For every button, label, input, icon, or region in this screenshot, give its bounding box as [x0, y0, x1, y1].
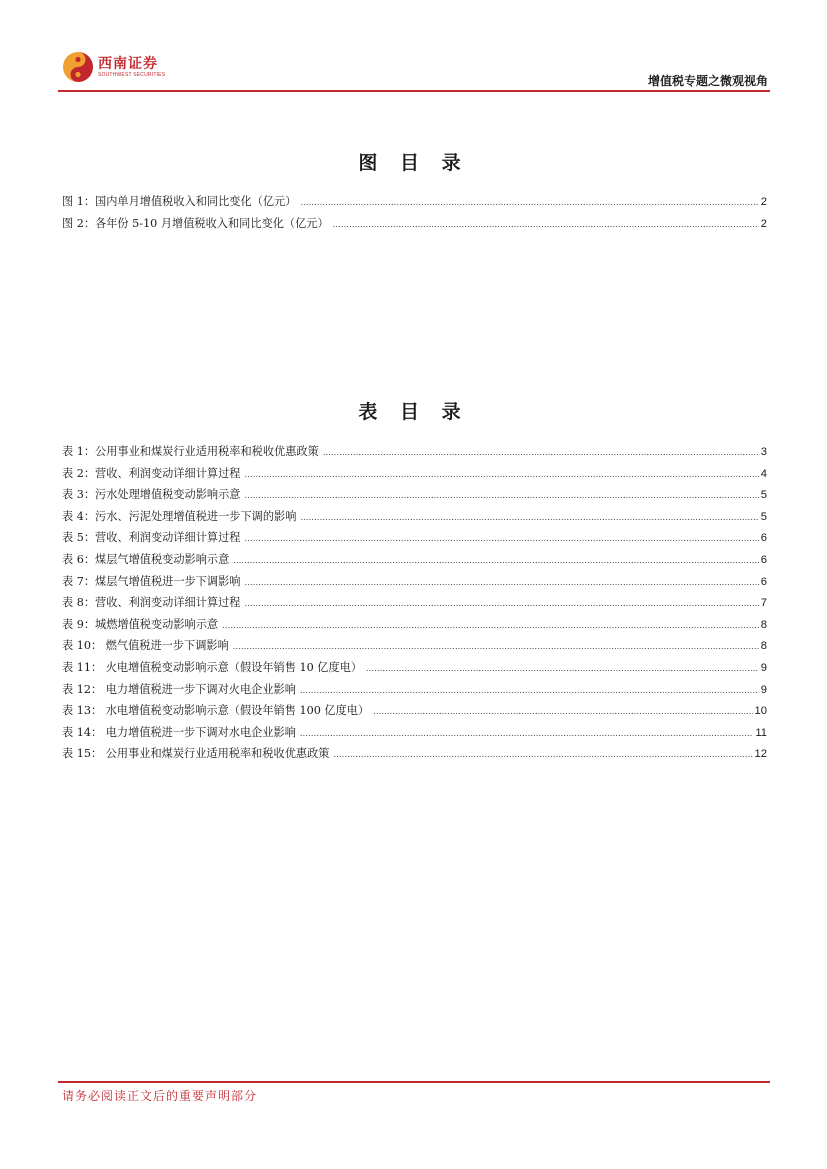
toc-entry-page: 6: [760, 575, 767, 588]
toc-entry-page: 9: [760, 661, 767, 674]
toc-entry-label: 表 15： 公用事业和煤炭行业适用税率和税收优惠政策: [62, 747, 330, 761]
toc-dot-leader: [245, 485, 759, 507]
toc-entry[interactable]: [62, 592, 767, 614]
logo-english-name: SOUTHWEST SECURITIES: [98, 71, 166, 78]
logo-emblem-icon: [62, 51, 94, 83]
company-logo: [62, 50, 165, 84]
toc-entry-label: 表 6：煤层气增值税变动影响示意: [62, 552, 230, 566]
toc-entry-label: 表 1：公用事业和煤炭行业适用税率和税收优惠政策: [62, 445, 319, 458]
toc-dot-leader: [300, 680, 759, 702]
toc-entry-page: 8: [760, 640, 767, 653]
footer-divider: [58, 1081, 770, 1083]
toc-entry-page: 2: [760, 196, 767, 208]
toc-entry-page: 4: [760, 467, 767, 480]
toc-entry[interactable]: [62, 527, 767, 549]
toc-dot-leader: [300, 192, 758, 214]
toc-entry[interactable]: [62, 441, 767, 463]
toc-entry[interactable]: [62, 484, 767, 506]
toc-entry[interactable]: [62, 213, 767, 235]
toc-entry[interactable]: [62, 657, 767, 679]
figures-toc-list: [62, 191, 767, 234]
toc-entry-page: 6: [760, 532, 767, 545]
toc-entry[interactable]: [62, 614, 767, 636]
toc-entry[interactable]: [62, 700, 767, 722]
toc-entry-label: 表 5：营收、利润变动详细计算过程: [62, 531, 241, 545]
toc-entry[interactable]: [62, 679, 767, 701]
toc-dot-leader: [233, 636, 759, 658]
toc-entry-page: 6: [760, 553, 767, 566]
toc-entry-label: 表 13： 水电增值税变动影响示意（假设年销售 100 亿度电）: [62, 704, 370, 718]
toc-entry-page: 9: [760, 683, 767, 696]
toc-dot-leader: [245, 593, 759, 615]
toc-entry-label: 图 1：国内单月增值税收入和同比变化（亿元）: [62, 195, 297, 208]
toc-entry-page: 12: [754, 748, 767, 761]
toc-entry[interactable]: [62, 635, 767, 657]
toc-entry-label: 表 8：营收、利润变动详细计算过程: [62, 596, 241, 610]
toc-dot-leader: [300, 507, 758, 529]
toc-entry-page: 2: [760, 217, 767, 230]
tables-toc-title: 表 目 录: [358, 401, 469, 423]
toc-dot-leader: [233, 550, 758, 572]
tables-toc-list: [62, 441, 767, 765]
toc-entry-label: 图 2：各年份 5-10 月增值税收入和同比变化（亿元）: [62, 216, 329, 230]
toc-dot-leader: [366, 658, 759, 680]
toc-entry-page: 3: [760, 446, 767, 458]
toc-entry[interactable]: [62, 722, 767, 744]
toc-entry-page: 8: [760, 618, 767, 631]
toc-entry[interactable]: [62, 549, 767, 571]
toc-entry-label: 表 11： 火电增值税变动影响示意（假设年销售 10 亿度电）: [62, 660, 363, 674]
toc-entry[interactable]: [62, 191, 767, 213]
toc-entry-label: 表 10： 燃气值税进一步下调影响: [62, 639, 229, 653]
toc-entry-page: 5: [760, 510, 767, 523]
toc-entry-page: 11: [755, 726, 767, 739]
toc-entry-label: 表 14： 电力增值税进一步下调对水电企业影响: [62, 725, 296, 739]
header-divider: [58, 90, 770, 92]
toc-entry-page: 5: [760, 489, 767, 502]
toc-entry[interactable]: [62, 571, 767, 593]
page-header: [0, 0, 827, 95]
toc-dot-leader: [245, 572, 759, 594]
toc-dot-leader: [373, 701, 752, 723]
toc-entry-label: 表 4：污水、污泥处理增值税进一步下调的影响: [62, 509, 297, 523]
toc-dot-leader: [245, 464, 759, 486]
toc-entry-label: 表 9：城燃增值税变动影响示意: [62, 617, 219, 631]
toc-entry[interactable]: [62, 463, 767, 485]
figures-toc-title: 图 目 录: [358, 152, 469, 174]
toc-entry-page: 7: [760, 597, 767, 610]
document-title: 增值税专题之微观视角: [647, 74, 768, 88]
toc-dot-leader: [245, 528, 759, 550]
toc-entry-label: 表 3：污水处理增值税变动影响示意: [62, 488, 241, 502]
toc-dot-leader: [333, 744, 752, 766]
toc-dot-leader: [333, 214, 759, 236]
toc-entry[interactable]: [62, 506, 767, 528]
toc-entry[interactable]: [62, 743, 767, 765]
logo-chinese-name: 西南证券: [98, 55, 158, 72]
footer-disclaimer: 请务必阅读正文后的重要声明部分: [62, 1089, 258, 1103]
toc-dot-leader: [222, 615, 759, 637]
toc-entry-label: 表 12： 电力增值税进一步下调对火电企业影响: [62, 682, 296, 696]
toc-dot-leader: [300, 723, 753, 745]
toc-dot-leader: [323, 442, 759, 464]
toc-entry-label: 表 2：营收、利润变动详细计算过程: [62, 466, 241, 480]
toc-entry-label: 表 7：煤层气增值税进一步下调影响: [62, 574, 241, 588]
toc-entry-page: 10: [754, 705, 767, 718]
